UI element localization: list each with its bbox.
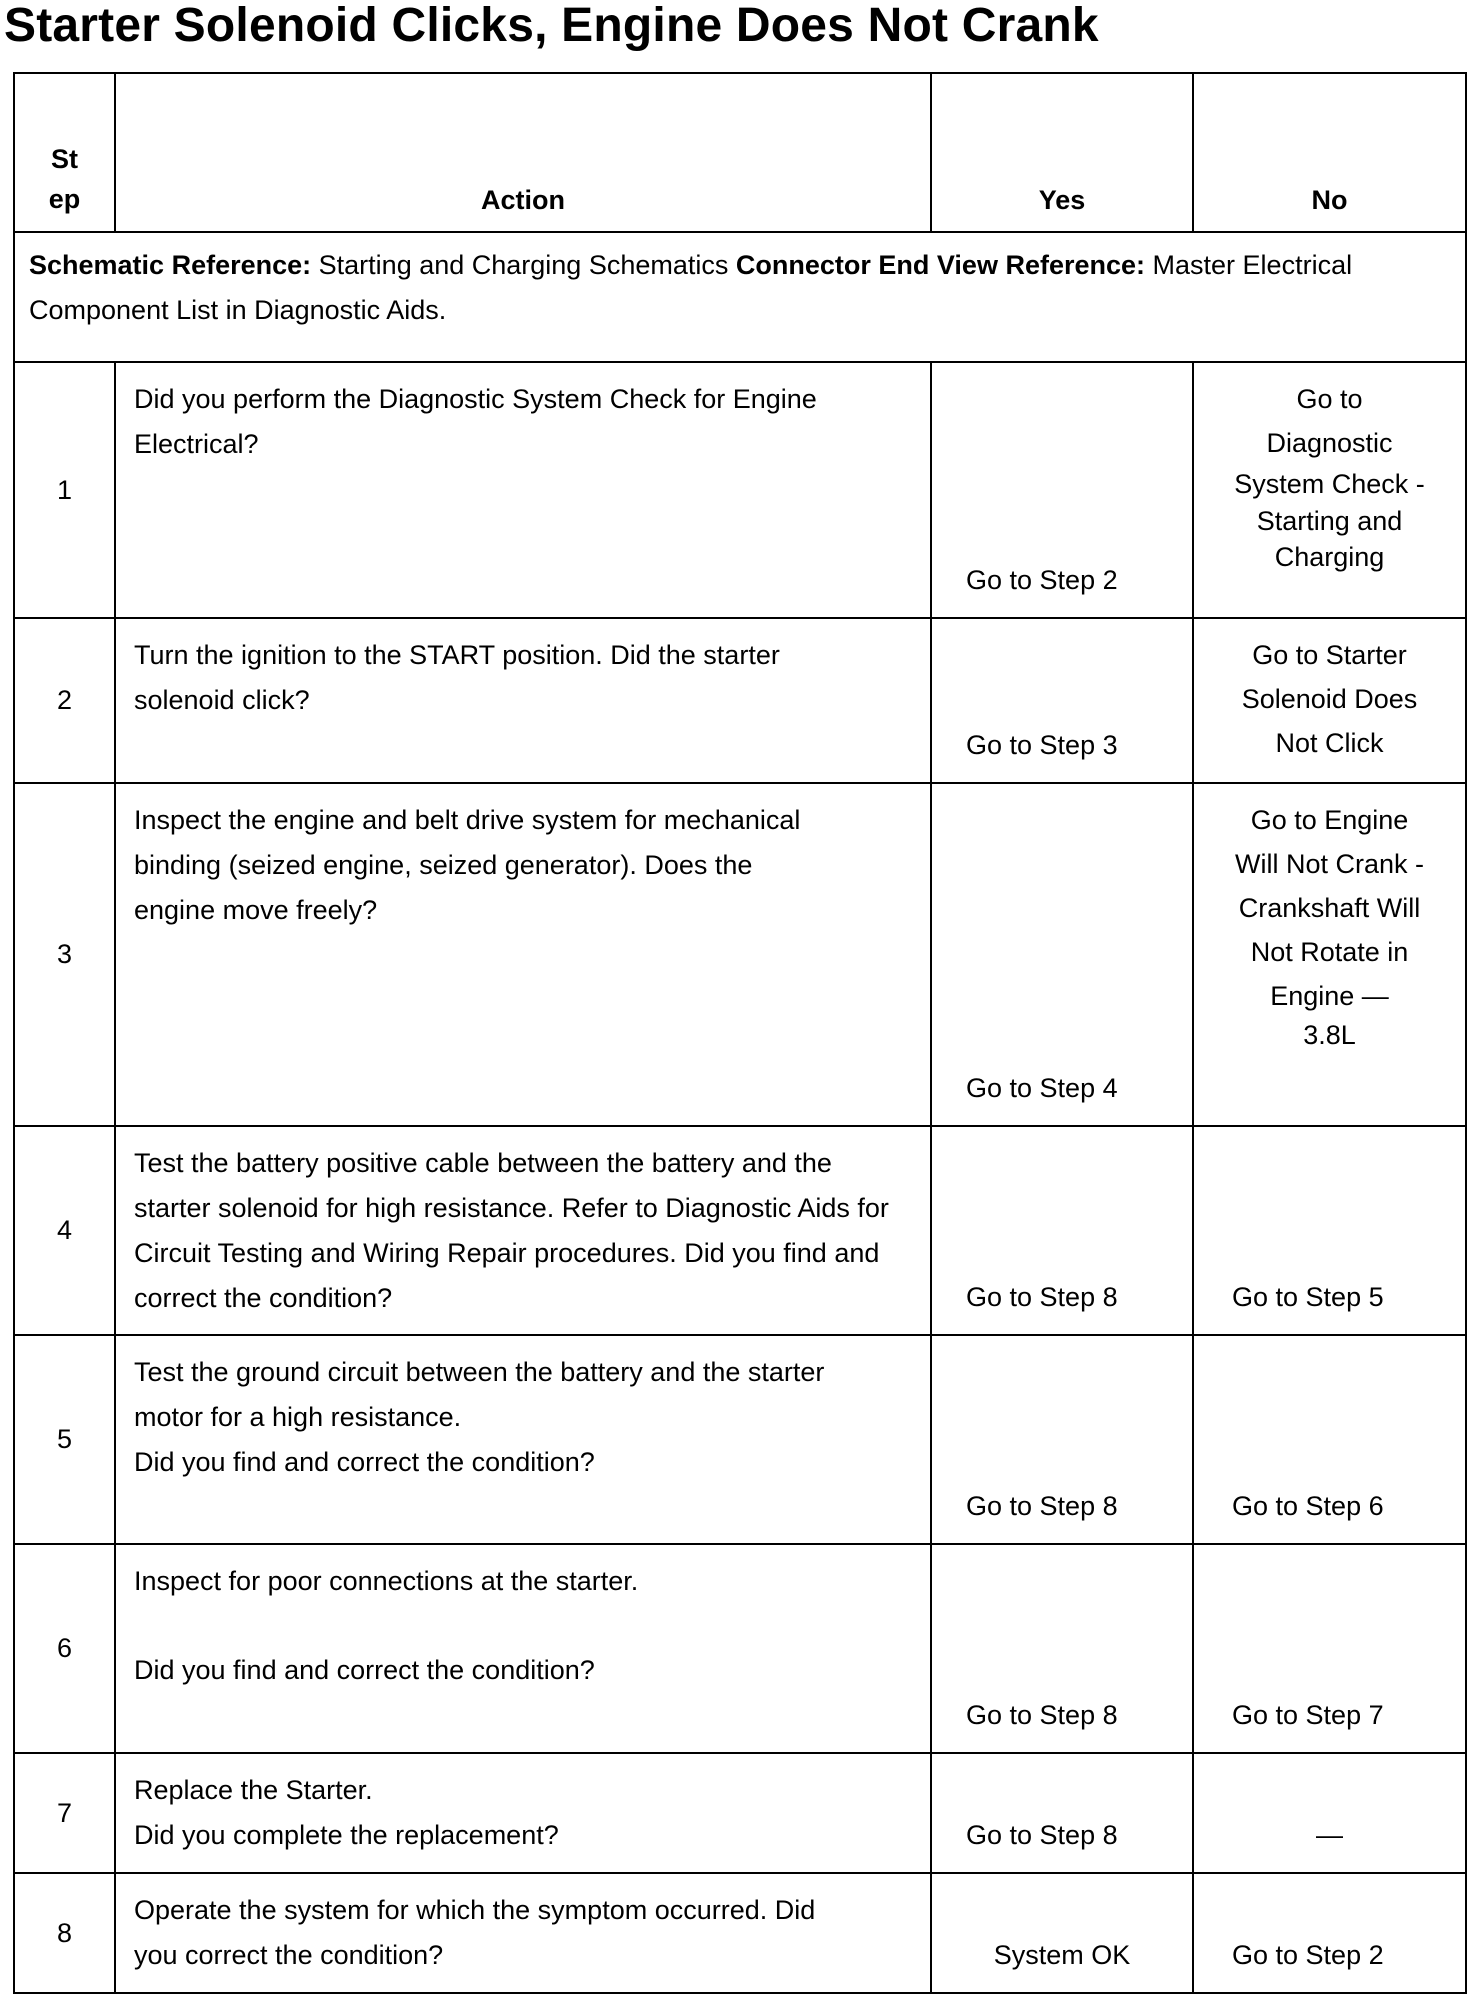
no-line: Charging bbox=[1274, 542, 1385, 572]
action-line: Did you find and correct the condition? bbox=[134, 1655, 595, 1685]
no-cell bbox=[1193, 362, 1466, 618]
no-line: Starting and bbox=[1256, 506, 1403, 536]
step-number: 7 bbox=[14, 1753, 115, 1873]
action-line: Turn the ignition to the START position. Did the starter bbox=[134, 640, 780, 670]
table-row bbox=[14, 1126, 1466, 1335]
yes-cell: Go to Step 8 bbox=[931, 1544, 1193, 1753]
table-row bbox=[14, 783, 1466, 1126]
no-line: Go to Engine bbox=[1250, 805, 1409, 835]
table-row bbox=[14, 1335, 1466, 1544]
no-cell bbox=[1193, 618, 1466, 783]
yes-cell: Go to Step 8 bbox=[931, 1335, 1193, 1544]
action-line bbox=[134, 1604, 912, 1648]
header-step-line2: ep bbox=[48, 184, 81, 214]
no-line: Diagnostic bbox=[1266, 428, 1393, 458]
action-line: correct the condition? bbox=[134, 1283, 393, 1313]
header-step bbox=[14, 73, 115, 232]
action-line: motor for a high resistance. bbox=[134, 1402, 462, 1432]
header-action: Action bbox=[115, 73, 931, 232]
action-line: engine move freely? bbox=[134, 895, 378, 925]
no-cell: — bbox=[1193, 1753, 1466, 1873]
step-number: 2 bbox=[14, 618, 115, 783]
action-line: binding (seized engine, seized generator). Does the bbox=[134, 850, 753, 880]
action-cell bbox=[115, 1753, 931, 1873]
action-line: Circuit Testing and Wiring Repair procedures. Did you find and bbox=[134, 1238, 880, 1268]
no-cell: Go to Step 7 bbox=[1193, 1544, 1466, 1753]
step-number: 4 bbox=[14, 1126, 115, 1335]
no-cell: Go to Step 5 bbox=[1193, 1126, 1466, 1335]
action-line: Did you perform the Diagnostic System Check for Engine bbox=[134, 384, 817, 414]
reference-row bbox=[14, 232, 1466, 362]
header-row bbox=[14, 73, 1466, 232]
header-no: No bbox=[1193, 73, 1466, 232]
step-number: 6 bbox=[14, 1544, 115, 1753]
step-number: 5 bbox=[14, 1335, 115, 1544]
action-line: Replace the Starter. bbox=[134, 1775, 373, 1805]
action-cell bbox=[115, 1126, 931, 1335]
step-number: 8 bbox=[14, 1873, 115, 1993]
diagnostic-table bbox=[13, 72, 1467, 1994]
page-title: Starter Solenoid Clicks, Engine Does Not Crank bbox=[4, 0, 1099, 52]
schematic-reference-label: Schematic Reference: bbox=[29, 250, 312, 280]
action-line: you correct the condition? bbox=[134, 1940, 444, 1970]
no-line: Not Rotate in bbox=[1250, 937, 1409, 967]
action-cell bbox=[115, 362, 931, 618]
action-cell bbox=[115, 1873, 931, 1993]
table-row bbox=[14, 1873, 1466, 1993]
connector-reference-value: Master Electrical Component List in Diagnostic Aids. bbox=[29, 250, 1353, 325]
yes-cell: Go to Step 4 bbox=[931, 783, 1193, 1126]
no-cell bbox=[1193, 783, 1466, 1126]
no-line: Go to Starter bbox=[1252, 640, 1407, 670]
yes-cell: Go to Step 3 bbox=[931, 618, 1193, 783]
action-line: Did you complete the replacement? bbox=[134, 1820, 559, 1850]
action-line: starter solenoid for high resistance. Refer to Diagnostic Aids for bbox=[134, 1193, 889, 1223]
no-line: Not Click bbox=[1275, 728, 1384, 758]
yes-cell: Go to Step 8 bbox=[931, 1753, 1193, 1873]
action-cell bbox=[115, 618, 931, 783]
action-line: Test the ground circuit between the battery and the starter bbox=[134, 1357, 825, 1387]
no-line: System Check - bbox=[1234, 469, 1425, 499]
no-cell: Go to Step 6 bbox=[1193, 1335, 1466, 1544]
header-step-line1: St bbox=[51, 144, 78, 174]
table-row bbox=[14, 362, 1466, 618]
no-line: 3.8L bbox=[1303, 1020, 1356, 1050]
table-row bbox=[14, 1544, 1466, 1753]
action-line: Operate the system for which the symptom occurred. Did bbox=[134, 1895, 816, 1925]
reference-cell bbox=[14, 232, 1466, 362]
no-line: Solenoid Does bbox=[1241, 684, 1418, 714]
table-row bbox=[14, 618, 1466, 783]
schematic-reference-value: Starting and Charging Schematics bbox=[318, 250, 729, 280]
connector-reference-label: Connector End View Reference: bbox=[735, 250, 1146, 280]
no-line: Crankshaft Will bbox=[1238, 893, 1421, 923]
yes-cell: System OK bbox=[931, 1873, 1193, 1993]
table-row bbox=[14, 1753, 1466, 1873]
header-yes: Yes bbox=[931, 73, 1193, 232]
action-cell bbox=[115, 1544, 931, 1753]
action-line: Inspect the engine and belt drive system for mechanical bbox=[134, 805, 801, 835]
action-cell bbox=[115, 783, 931, 1126]
step-number: 1 bbox=[14, 362, 115, 618]
action-cell bbox=[115, 1335, 931, 1544]
no-line: Go to bbox=[1296, 384, 1363, 414]
step-number: 3 bbox=[14, 783, 115, 1126]
yes-cell: Go to Step 2 bbox=[931, 362, 1193, 618]
no-line: Will Not Crank - bbox=[1234, 849, 1424, 879]
no-line: Engine — bbox=[1270, 981, 1389, 1011]
action-line: Electrical? bbox=[134, 429, 259, 459]
action-line: Test the battery positive cable between the battery and the bbox=[134, 1148, 832, 1178]
action-line: Did you find and correct the condition? bbox=[134, 1447, 595, 1477]
action-line: Inspect for poor connections at the starter. bbox=[134, 1566, 639, 1596]
no-cell: Go to Step 2 bbox=[1193, 1873, 1466, 1993]
yes-cell: Go to Step 8 bbox=[931, 1126, 1193, 1335]
action-line: solenoid click? bbox=[134, 685, 310, 715]
